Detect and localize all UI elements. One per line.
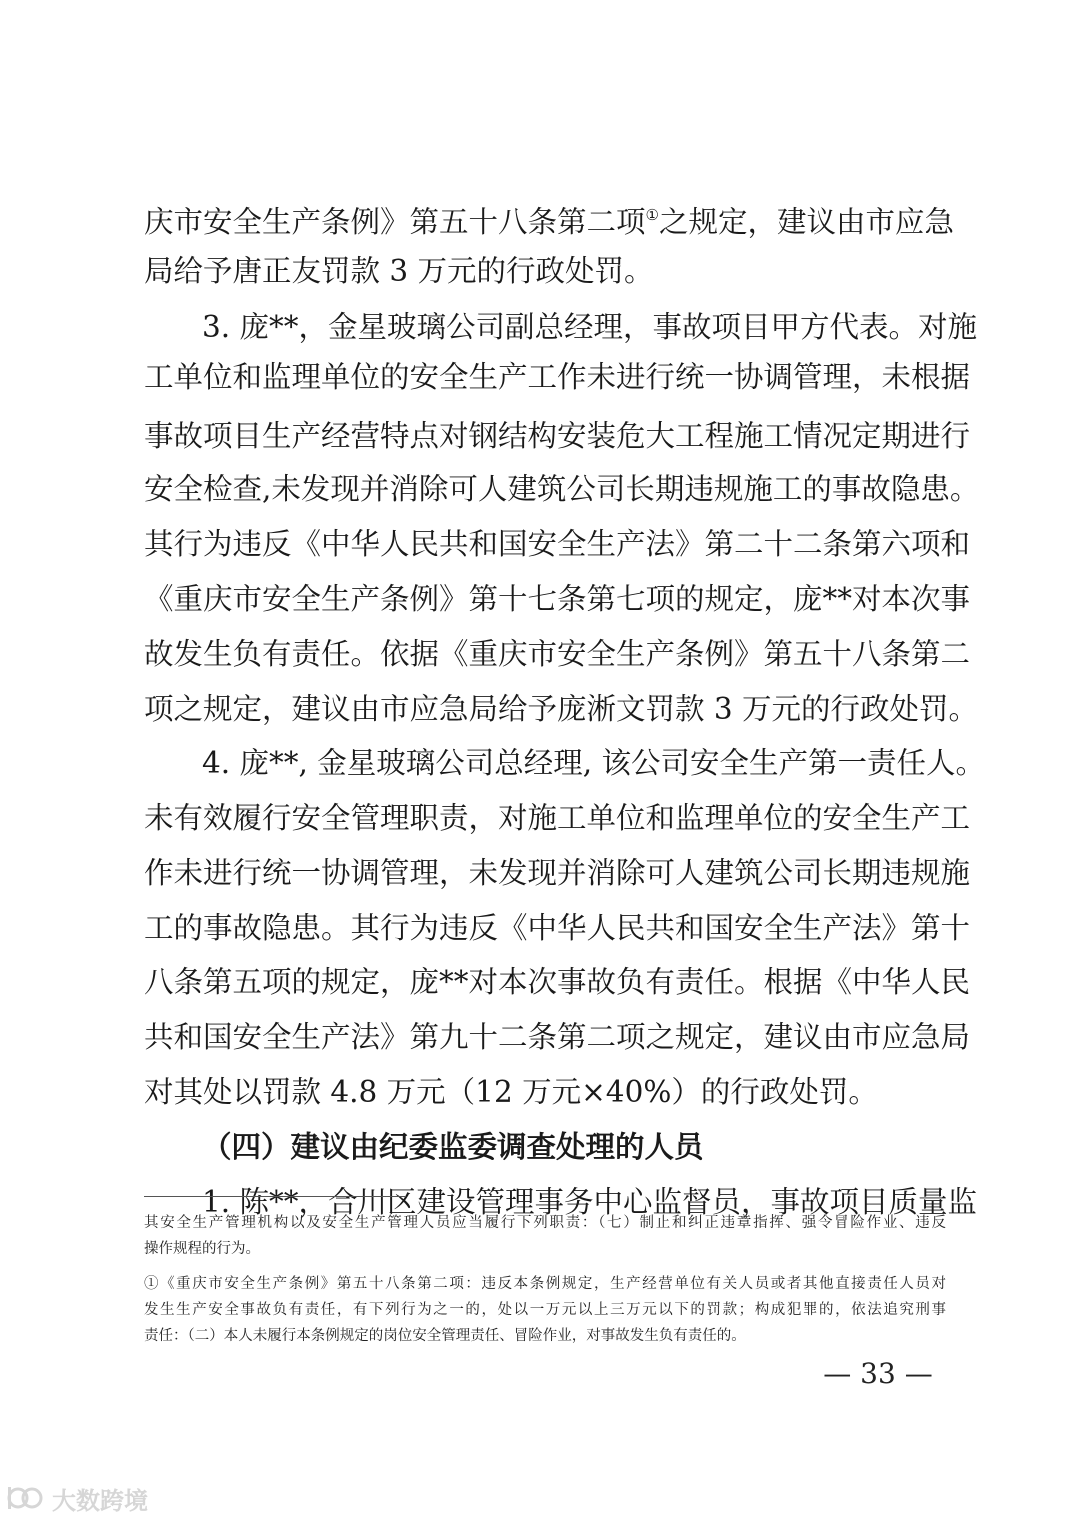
body-line: 工的事故隐患。其行为违反《中华人民共和国安全生产法》第十 — [144, 911, 971, 945]
footnote-marker: ① — [645, 206, 659, 224]
footnote-divider — [144, 1196, 406, 1197]
page-number: — 33 — — [823, 1357, 933, 1390]
body-line: 八条第五项的规定，庞**对本次事故负有责任。根据《中华人民 — [144, 965, 971, 999]
body-line: 其行为违反《中华人民共和国安全生产法》第二十二条第六项和 — [144, 527, 971, 561]
footnote-line: 责任：（二）本人未履行本条例规定的岗位安全管理责任、冒险作业，对事故发生负有责任的。 — [144, 1328, 746, 1344]
body-line: 《重庆市安全生产条例》第十七条第七项的规定，庞**对本次事 — [144, 582, 971, 616]
body-line: 庆市安全生产条例》第五十八条第二项①之规定，建议由市应急 — [144, 205, 954, 239]
body-line: 共和国安全生产法》第九十二条第二项之规定，建议由市应急局 — [144, 1020, 971, 1054]
body-line: 项之规定，建议由市应急局给予庞淅文罚款 3 万元的行政处罚。 — [144, 692, 979, 726]
footnote-line: 发生生产安全事故负有责任，有下列行为之一的，处以一万元以上三万元以下的罚款；构成犯罪的，依法追究刑事 — [144, 1302, 946, 1318]
body-line: 安全检查,未发现并消除可人建筑公司长期违规施工的事故隐患。 — [144, 472, 980, 506]
footnote-line: 其安全生产管理机构以及安全生产管理人员应当履行下列职责：（七）制止和纠正违章指挥、强令冒险作业、违反 — [144, 1215, 946, 1231]
body-line: 工单位和监理单位的安全生产工作未进行统一协调管理，未根据 — [144, 360, 971, 394]
body-line: 未有效履行安全管理职责，对施工单位和监理单位的安全生产工 — [144, 801, 971, 835]
body-line: 故发生负有责任。依据《重庆市安全生产条例》第五十八条第二 — [144, 637, 971, 671]
section-heading: （四）建议由纪委监委调查处理的人员 — [202, 1129, 704, 1164]
footnote-line: ①《重庆市安全生产条例》第五十八条第二项：违反本条例规定，生产经营单位有关人员或者其他直接责任人员对 — [144, 1276, 946, 1292]
watermark — [6, 1480, 206, 1516]
body-line: 对其处以罚款 4.8 万元（12 万元×40%）的行政处罚。 — [144, 1075, 878, 1109]
footnote-line: 操作规程的行为。 — [144, 1241, 260, 1257]
body-line: 事故项目生产经营特点对钢结构安装危大工程施工情况定期进行 — [144, 419, 971, 453]
paragraph-start: 4. 庞**, 金星玻璃公司总经理, 该公司安全生产第一责任人。 — [202, 746, 986, 780]
body-line: 作未进行统一协调管理，未发现并消除可人建筑公司长期违规施 — [144, 856, 971, 890]
paragraph-start: 1. 陈**，合川区建设管理事务中心监督员，事故项目质量监 — [202, 1185, 978, 1219]
watermark-text: 大数跨境 — [52, 1486, 148, 1515]
paragraph-start: 3. 庞**，金星玻璃公司副总经理，事故项目甲方代表。对施 — [202, 310, 978, 344]
body-line: 局给予唐正友罚款 3 万元的行政处罚。 — [144, 254, 654, 288]
watermark-logo-icon — [6, 1483, 46, 1513]
